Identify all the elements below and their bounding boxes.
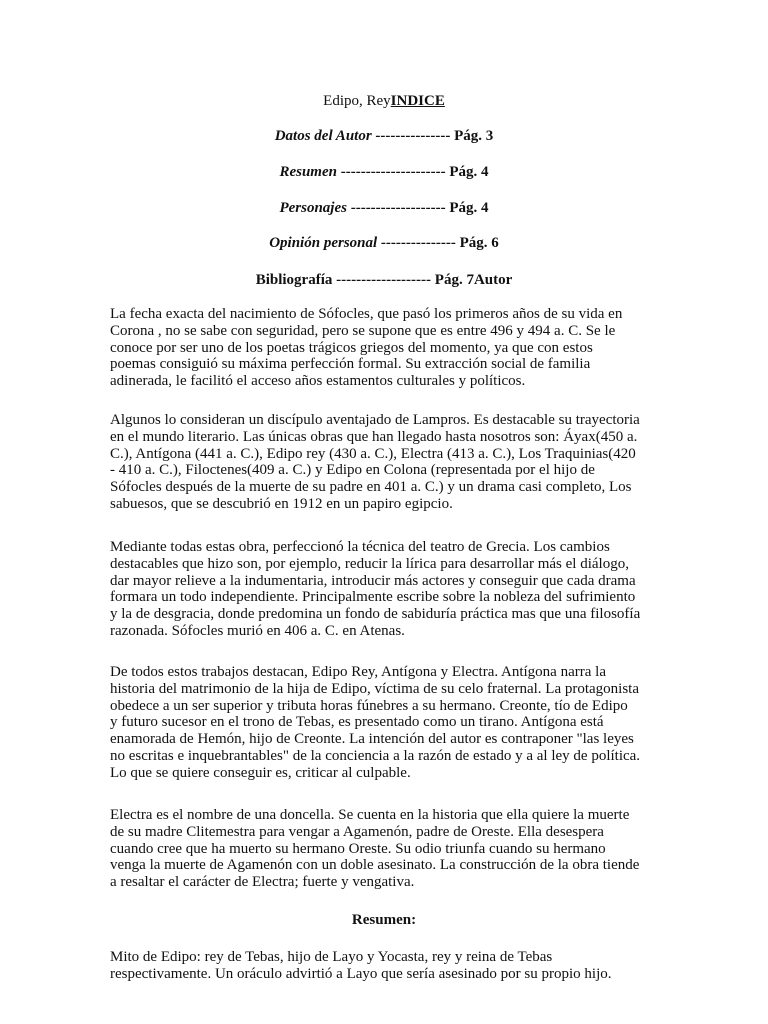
- text-line: en el mundo literario. Las únicas obras que han llegado hasta nosotros son: Áyax(450 a.: [110, 428, 638, 445]
- text-line: venga la muerte de Agamenón con un doble asesinato. La construcción de la obra tiende: [110, 857, 640, 874]
- text-line: respectivamente. Un oráculo advirtió a Layo que sería asesinado por su propio hijo.: [110, 965, 612, 982]
- paragraph-autor-5: [110, 807, 670, 891]
- toc-label: Opinión personal: [269, 235, 378, 251]
- text-line: La fecha exacta del nacimiento de Sófocles, que pasó los primeros años de su vida en: [110, 306, 623, 322]
- text-line: dar mayor relieve a la indumentaria, introducir más actores y conseguir que cada drama: [110, 572, 636, 589]
- toc-label: Personajes: [279, 200, 347, 216]
- text-line: y la de desgracia, donde predomina un fondo de sabiduría práctica mas que una filosofía: [110, 606, 641, 623]
- toc-label: Resumen: [279, 164, 337, 180]
- text-line: Mito de Edipo: rey de Tebas, hijo de Layo y Yocasta, rey y reina de Tebas: [110, 949, 553, 965]
- text-line: - 410 a. C.), Filoctenes(409 a. C.) y Edipo en Colona (representada por el hijo de: [110, 462, 595, 479]
- toc-entry-resumen: [0, 162, 768, 182]
- toc-label: Bibliografía: [255, 272, 333, 288]
- toc-dashes: -------------------: [346, 200, 450, 216]
- paragraph-autor-4: [110, 664, 670, 782]
- toc-dashes: ---------------: [371, 128, 455, 144]
- text-line: razonada. Sófocles murió en 406 a. C. en Atenas.: [110, 622, 405, 639]
- index-heading: INDICE: [390, 93, 445, 109]
- toc-page: Pág. 4: [449, 200, 489, 216]
- text-line: a resaltar el carácter de Electra; fuerte y vengativa.: [110, 874, 415, 891]
- text-line: de su madre Clitemestra para vengar a Agamenón, padre de Oreste. Ella desespera: [110, 823, 604, 840]
- text-line: Corona , no se sabe con seguridad, pero se supone que es entre 496 y 494 a. C. Se le: [110, 322, 616, 339]
- toc-page: Pág. 4: [449, 164, 489, 180]
- toc-entry-bibliografia: [0, 270, 768, 290]
- title-text: Edipo, Rey: [323, 93, 391, 109]
- text-line: y futuro sucesor en el trono de Tebas, es presentado como un tirano. Antígona está: [110, 714, 604, 731]
- autor-heading: Autor: [473, 272, 513, 288]
- text-line: poemas consiguió su máxima perfección formal. Su extracción social de familia: [110, 356, 591, 373]
- paragraph-autor-1: [110, 306, 670, 390]
- text-line: obedece a un ser superior y tributa horas fúnebres a su hermano. Creonte, tío de Edipo: [110, 697, 628, 714]
- toc-page: Pág. 6: [459, 235, 499, 251]
- text-line: adinerada, le facilitó el acceso años estamentos culturales y políticos.: [110, 373, 526, 390]
- paragraph-autor-3: [110, 539, 670, 640]
- toc-page: Pág. 7: [434, 272, 474, 288]
- paragraph-resumen: [110, 949, 670, 983]
- text-line: Mediante todas estas obra, perfeccionó la técnica del teatro de Grecia. Los cambios: [110, 539, 610, 555]
- text-line: formara un todo independiente. Principalmente escribe sobre la nobleza del sufrimiento: [110, 589, 636, 606]
- text-line: historia del matrimonio de la hija de Edipo, víctima de su celo fraternal. La protagonista: [110, 680, 639, 697]
- text-line: C.), Antígona (441 a. C.), Edipo rey (430 a. C.), Electra (413 a. C.), Los Traquinias(420: [110, 445, 636, 462]
- text-line: De todos estos trabajos destacan, Edipo Rey, Antígona y Electra. Antígona narra la: [110, 664, 606, 680]
- toc-entry-datos-autor: [0, 126, 768, 146]
- text-line: Sófocles después de la muerte de su padre en 401 a. C.) y un drama casi completo, Los: [110, 479, 632, 496]
- resumen-heading: Resumen:: [351, 912, 417, 928]
- toc-entry-personajes: [0, 198, 768, 218]
- toc-page: Pág. 3: [454, 128, 494, 144]
- text-line: Lo que se quiere conseguir es, criticar al culpable.: [110, 764, 411, 781]
- text-line: destacables que hizo son, por ejemplo, reducir la lírica para desarrollar más el diálogo,: [110, 555, 629, 572]
- text-line: conoce por ser uno de los poetas trágicos griegos del momento, ya que con estos: [110, 339, 593, 356]
- toc-dashes: ---------------: [377, 235, 460, 251]
- toc-entry-opinion: [0, 233, 768, 253]
- toc-label: Datos del Autor: [274, 128, 372, 144]
- text-line: sabuesos, que se descubrió en 1912 en un papiro egipcio.: [110, 495, 453, 512]
- text-line: enamorada de Hemón, hijo de Creonte. La intención del autor es contraponer "las leyes: [110, 731, 634, 748]
- paragraph-autor-2: [110, 412, 670, 513]
- document-title: [0, 91, 768, 111]
- text-line: cuando cree que ha muerto su hermano Oreste. Su odio triunfa cuando su hermano: [110, 840, 606, 857]
- text-line: no escritas e inquebrantables" de la conciencia a la razón de estado y a al ley de política.: [110, 747, 641, 764]
- toc-dashes: ---------------------: [336, 164, 450, 180]
- toc-dashes: -------------------: [332, 272, 435, 288]
- text-line: Electra es el nombre de una doncella. Se cuenta en la historia que ella quiere la muerte: [110, 807, 630, 823]
- text-line: Algunos lo consideran un discípulo aventajado de Lampros. Es destacable su trayectoria: [110, 412, 640, 428]
